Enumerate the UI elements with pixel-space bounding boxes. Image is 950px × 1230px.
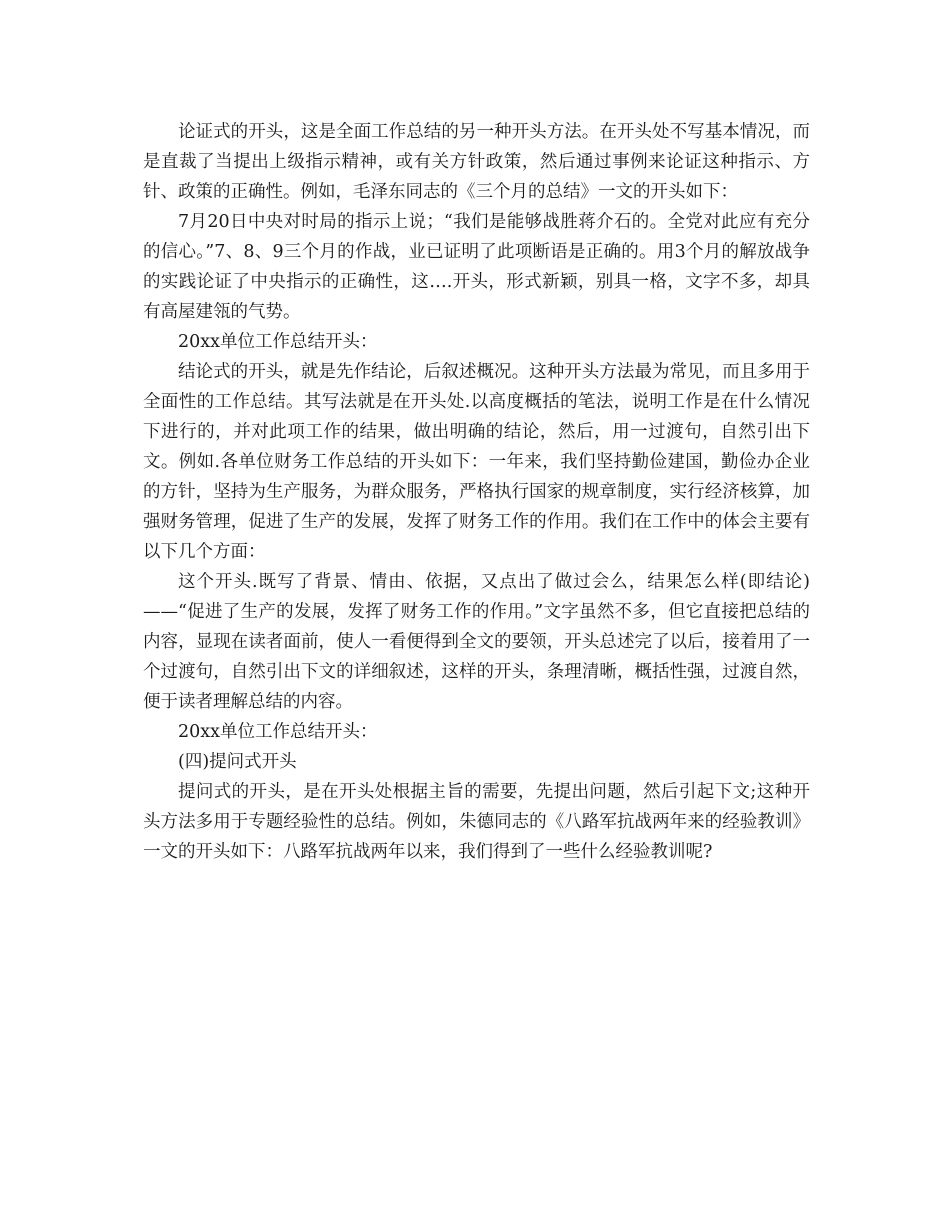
paragraph-conclusion-opening: 结论式的开头，就是先作结论，后叙述概况。这种开头方法最为常见，而且多用于全面性的工作总结。其写法就是在开头处.以高度概括的笔法，说明工作是在什么情况下进行的，并对此项工作的结果，做出明确的结论，然后，用一过渡句，自然引出下文。例如.各单位财务工作总结的开头如下：一年来，我们坚持勤俭建国，勤俭办企业的方针，坚持为生产服务，为群众服务，严格执行国家的规章制度，实行经济核算，加强财务管理，促进了生产的发展，发挥了财务工作的作用。我们在工作中的体会主要有以下几个方面： xyxy=(143,362,810,562)
paragraph-argument-opening: 论证式的开头，这是全面工作总结的另一种开头方法。在开头处不写基本情况，而是直裁了当提出上级指示精神，或有关方针政策，然后通过事例来论证这种指示、方针、政策的正确性。例如，毛泽东同志的《三个月的总结》一文的开头如下： xyxy=(143,122,810,202)
paragraph-heading-1: 20xx单位工作总结开头： xyxy=(178,332,378,352)
paragraph-section-four-title: (四)提问式开头 xyxy=(178,752,297,772)
paragraph-question-opening: 提问式的开头，是在开头处根据主旨的需要，先提出问题，然后引起下文;这种开头方法多用于专题经验性的总结。例如，朱德同志的《八路军抗战两年来的经验教训》一文的开头如下：八路军抗战两年以来，我们得到了一些什么经验教训呢? xyxy=(143,782,810,862)
paragraph-opening-analysis: 这个开头.既写了背景、情由、依据，又点出了做过会么，结果怎么样(即结论)——“促进了生产的发展，发挥了财务工作的作用。”文字虽然不多，但它直接把总结的内容，显现在读者面前，使人一看便得到全文的要领，开头总述完了以后，接着用了一个过渡句，自然引出下文的详细叙述，这样的开头，条理清晰，概括性强，过渡自然，便于读者理解总结的内容。 xyxy=(143,572,810,712)
paragraph-heading-2: 20xx单位工作总结开头： xyxy=(178,722,378,742)
paragraph-july-quote: 7月20日中央对时局的指示上说；“我们是能够战胜蒋介石的。全党对此应有充分的信心。”7、8、9三个月的作战，业已证明了此项断语是正确的。用3个月的解放战争的实践论证了中央指示的正确性，这….开头，形式新颖，别具一格，文字不多，却具有高屋建瓴的气势。 xyxy=(143,212,810,322)
